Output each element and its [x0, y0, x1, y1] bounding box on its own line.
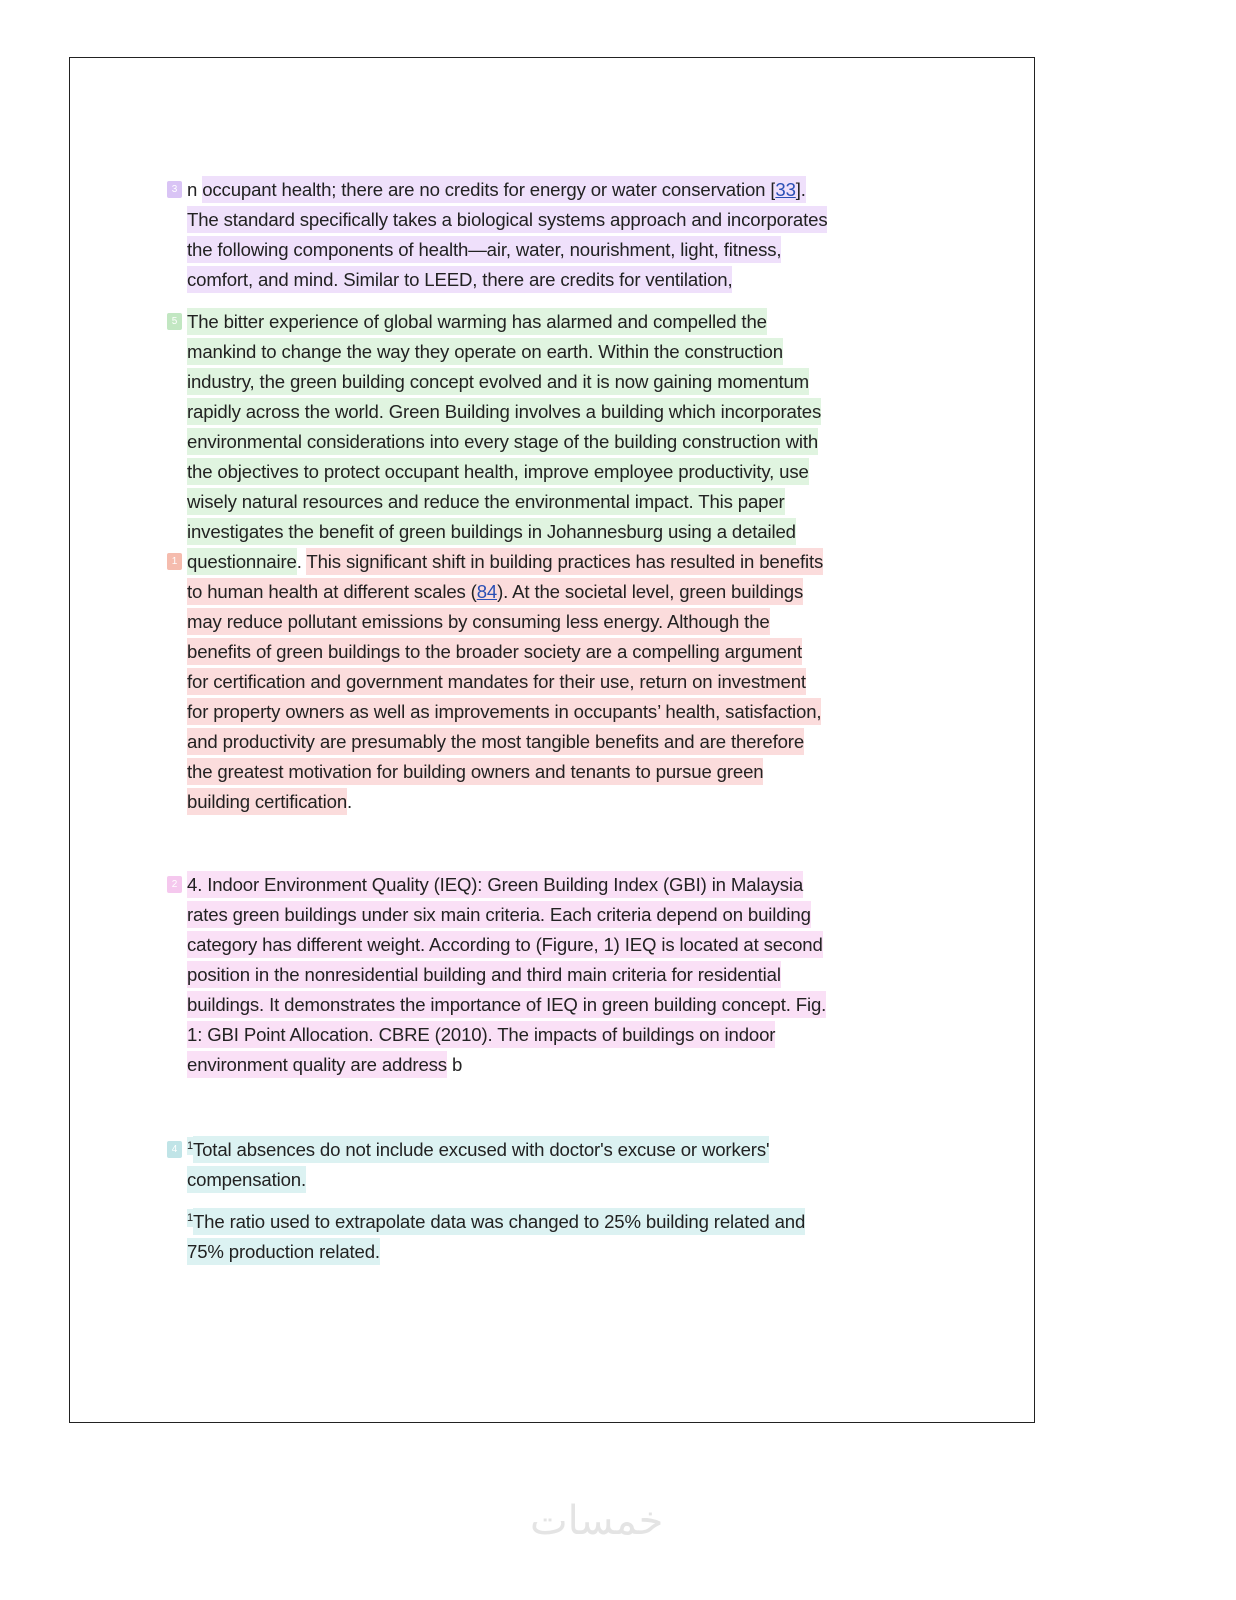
text-line: [187, 870, 826, 900]
text-line: [187, 697, 823, 727]
match-badge-4[interactable]: 4: [167, 1141, 182, 1158]
text-line: [187, 337, 823, 367]
highlighted-text: benefits of green buildings to the broader society are a compelling argument: [187, 638, 802, 665]
text-line: [187, 1020, 826, 1050]
highlighted-text: The bitter experience of global warming has alarmed and compelled the: [187, 308, 767, 335]
text-line: [187, 990, 826, 1020]
watermark-logo: خمسات: [530, 1498, 664, 1544]
highlighted-text: industry, the green building concept evolved and it is now gaining momentum: [187, 368, 809, 395]
text: n: [187, 179, 203, 200]
citation-link[interactable]: 33: [775, 176, 795, 203]
footnote-ratio: [187, 1207, 805, 1267]
highlighted-text: the objectives to protect occupant health, improve employee productivity, use: [187, 458, 809, 485]
text-line: [187, 930, 826, 960]
highlighted-text: This significant shift in building practices has resulted in benefits: [306, 548, 823, 575]
text-line: [187, 265, 827, 295]
match-badge-5[interactable]: 5: [167, 313, 182, 330]
match-badge-2[interactable]: 2: [167, 876, 182, 893]
match-badge-1[interactable]: 1: [167, 553, 182, 570]
text-line: [187, 1165, 769, 1195]
paragraph-green-building: [187, 307, 823, 817]
text-line: [187, 1050, 826, 1080]
highlighted-text: 1: GBI Point Allocation. CBRE (2010). The impacts of buildings on indoor: [187, 1021, 775, 1048]
highlighted-text: ].: [796, 176, 806, 203]
highlighted-text: for property owners as well as improvements in occupants’ health, satisfaction,: [187, 698, 821, 725]
text-line: [187, 1237, 805, 1267]
highlighted-text: building certification: [187, 788, 347, 815]
text-line: [187, 457, 823, 487]
highlighted-text: comfort, and mind. Similar to LEED, there are credits for ventilation,: [187, 266, 732, 293]
text-line: [187, 517, 823, 547]
highlighted-text: to human health at different scales (: [187, 578, 477, 605]
text-line: [187, 727, 823, 757]
highlighted-text: mankind to change the way they operate on earth. Within the construction: [187, 338, 783, 365]
highlighted-text: wisely natural resources and reduce the environmental impact. This paper: [187, 488, 785, 515]
text-line: [187, 235, 827, 265]
text-line: [187, 900, 826, 930]
text-line: [187, 205, 827, 235]
highlighted-text: for certification and government mandates for their use, return on investment: [187, 668, 806, 695]
text-line: [187, 547, 823, 577]
highlighted-text: questionnaire: [187, 548, 297, 575]
highlighted-text: 75% production related.: [187, 1238, 380, 1265]
text-line: [187, 1135, 769, 1165]
text: b: [446, 1054, 463, 1075]
paragraph-well-standard: [187, 175, 827, 295]
text-line: [187, 307, 823, 337]
highlighted-text: rates green buildings under six main criteria. Each criteria depend on building: [187, 901, 811, 928]
text-line: [187, 397, 823, 427]
match-badge-3[interactable]: 3: [167, 181, 182, 198]
highlighted-text: rapidly across the world. Green Building involves a building which incorporates: [187, 398, 821, 425]
highlighted-text: buildings. It demonstrates the importance of IEQ in green building concept. Fig.: [187, 991, 826, 1018]
footnote-marker: 1: [187, 1209, 193, 1227]
highlighted-text: category has different weight. According to (Figure, 1) IEQ is located at second: [187, 931, 823, 958]
highlighted-text: investigates the benefit of green buildings in Johannesburg using a detailed: [187, 518, 796, 545]
text-line: [187, 487, 823, 517]
highlighted-text: occupant health; there are no credits for energy or water conservation [: [202, 176, 775, 203]
highlighted-text: 4. Indoor Environment Quality (IEQ): Green Building Index (GBI) in Malaysia: [187, 871, 803, 898]
highlighted-text: ). At the societal level, green buildings: [497, 578, 803, 605]
text-line: [187, 1207, 805, 1237]
text-line: [187, 367, 823, 397]
highlighted-text: the following components of health—air, water, nourishment, light, fitness,: [187, 236, 781, 263]
text: .: [296, 551, 307, 572]
text-line: [187, 175, 827, 205]
text-line: [187, 757, 823, 787]
paragraph-ieq: [187, 870, 826, 1080]
text-line: [187, 427, 823, 457]
text-line: [187, 637, 823, 667]
highlighted-text: position in the nonresidential building and third main criteria for residential: [187, 961, 781, 988]
highlighted-text: compensation.: [187, 1166, 306, 1193]
highlighted-text: Total absences do not include excused with doctor's excuse or workers': [193, 1136, 769, 1163]
text-line: [187, 787, 823, 817]
highlighted-text: The standard specifically takes a biological systems approach and incorporates: [187, 206, 827, 233]
text-line: [187, 667, 823, 697]
text-line: [187, 577, 823, 607]
text-line: [187, 960, 826, 990]
footnote-absences: [187, 1135, 769, 1195]
highlighted-text: may reduce pollutant emissions by consuming less energy. Although the: [187, 608, 770, 635]
highlighted-text: the greatest motivation for building owners and tenants to pursue green: [187, 758, 763, 785]
text-line: [187, 607, 823, 637]
highlighted-text: environment quality are address: [187, 1051, 447, 1078]
footnote-marker: 1: [187, 1137, 193, 1155]
highlighted-text: The ratio used to extrapolate data was changed to 25% building related and: [193, 1208, 805, 1235]
highlighted-text: and productivity are presumably the most tangible benefits and are therefore: [187, 728, 804, 755]
highlighted-text: environmental considerations into every stage of the building construction with: [187, 428, 818, 455]
text: .: [347, 791, 353, 812]
citation-link[interactable]: 84: [477, 578, 497, 605]
